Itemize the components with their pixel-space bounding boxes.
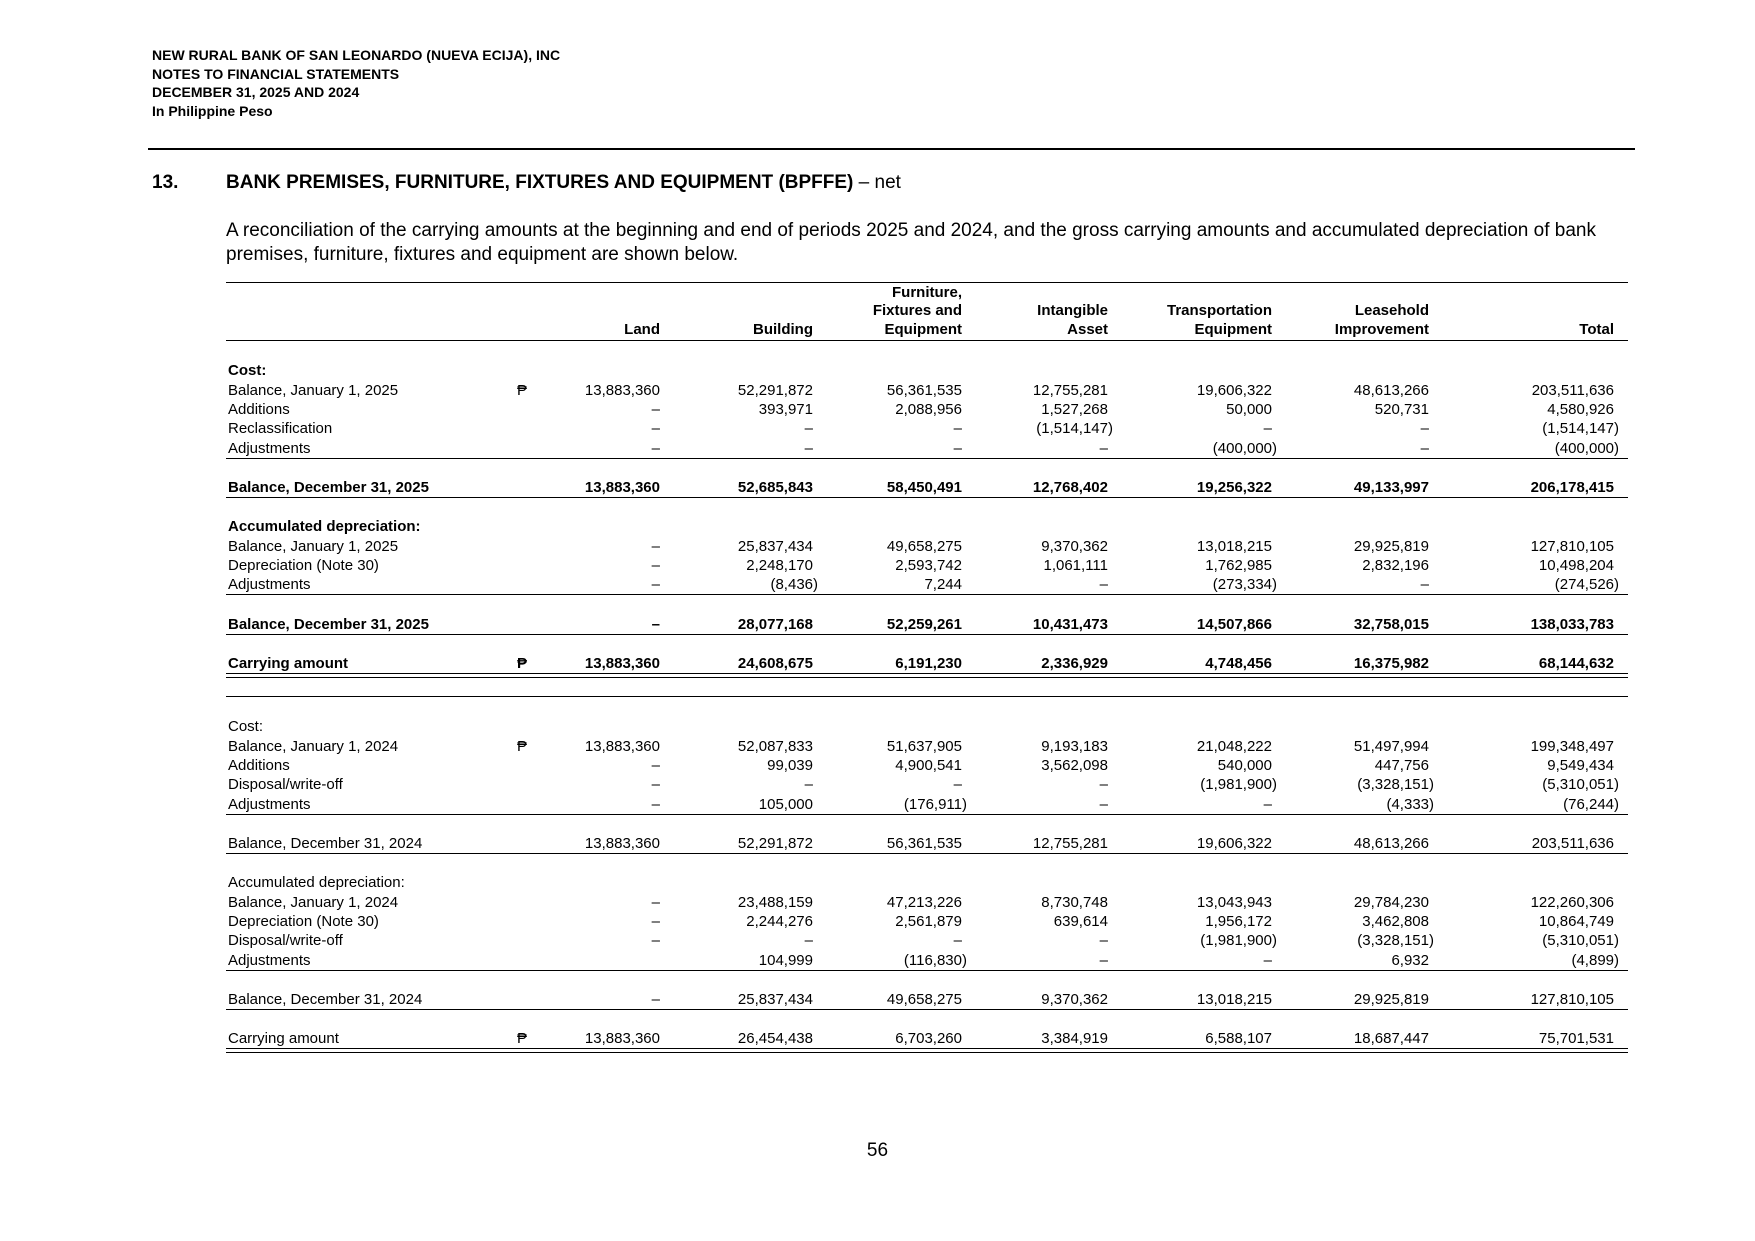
cell-value: – — [651, 576, 660, 593]
cell-value: – — [1099, 952, 1108, 969]
cell-value: 19,256,322 — [1196, 479, 1272, 496]
cell-value: (1,514,147) — [1036, 420, 1113, 437]
cell-value: 2,593,742 — [895, 557, 962, 574]
cell-value: 16,375,982 — [1353, 655, 1429, 672]
row-label: Balance, December 31, 2024 — [228, 835, 423, 852]
cell-value: 8,730,748 — [1041, 894, 1108, 911]
table-row — [226, 776, 1628, 795]
cell-value: 48,613,266 — [1353, 835, 1429, 852]
cell-value: 4,580,926 — [1547, 401, 1614, 418]
row-underline — [226, 814, 1628, 815]
cell-value: – — [1263, 796, 1272, 813]
currency-symbol: ₱ — [517, 738, 528, 755]
cell-value: 9,549,434 — [1547, 757, 1614, 774]
cell-value: – — [804, 440, 813, 457]
table-row — [226, 479, 1628, 498]
cell-value: 7,244 — [924, 576, 962, 593]
cell-value: 51,637,905 — [886, 738, 962, 755]
cell-value: 25,837,434 — [737, 991, 813, 1008]
column-header: Building — [753, 320, 813, 338]
cell-value: – — [1099, 776, 1108, 793]
section-title-main: BANK PREMISES, FURNITURE, FIXTURES AND EQUIPMENT (BPFFE) — [226, 172, 854, 193]
cell-value: 6,588,107 — [1205, 1030, 1272, 1047]
column-header: Intangible Asset — [1037, 302, 1108, 338]
cell-value: 49,658,275 — [886, 538, 962, 555]
row-underline — [226, 634, 1628, 635]
cell-value: – — [953, 420, 962, 437]
cell-value: (400,000) — [1212, 440, 1277, 457]
cell-value: 21,048,222 — [1196, 738, 1272, 755]
cell-value: 3,462,808 — [1362, 913, 1429, 930]
cell-value: – — [651, 557, 660, 574]
cell-value: – — [651, 932, 660, 949]
cell-value: 12,768,402 — [1032, 479, 1108, 496]
cell-value: 122,260,306 — [1530, 894, 1614, 911]
cell-value: (8,436) — [770, 576, 818, 593]
table-row — [226, 718, 1628, 737]
row-label: Balance, January 1, 2025 — [228, 382, 399, 399]
table-row — [226, 440, 1628, 459]
cell-value: 13,883,360 — [584, 835, 660, 852]
row-label: Adjustments — [228, 440, 311, 457]
table-row — [226, 362, 1628, 381]
cell-value: – — [804, 776, 813, 793]
cell-value: – — [1099, 932, 1108, 949]
cell-value: (76,244) — [1563, 796, 1619, 813]
table-row — [226, 616, 1628, 635]
table-row — [226, 518, 1628, 537]
cell-value: 199,348,497 — [1530, 738, 1614, 755]
currency-symbol: ₱ — [517, 655, 528, 672]
table-row — [226, 401, 1628, 420]
cell-value: (5,310,051) — [1542, 932, 1619, 949]
cell-value: – — [953, 440, 962, 457]
cell-value: 10,498,204 — [1538, 557, 1614, 574]
cell-value: 50,000 — [1226, 401, 1272, 418]
cell-value: (5,310,051) — [1542, 776, 1619, 793]
row-label: Adjustments — [228, 796, 311, 813]
row-double-underline — [226, 1048, 1628, 1053]
cell-value: 2,248,170 — [746, 557, 813, 574]
row-label: Depreciation (Note 30) — [228, 913, 379, 930]
cell-value: 24,608,675 — [737, 655, 813, 672]
table-row — [226, 557, 1628, 576]
cell-value: 52,291,872 — [737, 835, 813, 852]
cell-value: – — [651, 991, 660, 1008]
row-label: Balance, January 1, 2024 — [228, 738, 399, 755]
cell-value: (1,981,900) — [1200, 776, 1277, 793]
table-row — [226, 991, 1628, 1010]
table-row — [226, 874, 1628, 893]
section-title-suffix: – net — [853, 172, 901, 193]
header-bottom-rule — [226, 340, 1628, 341]
cell-value: 14,507,866 — [1196, 616, 1272, 633]
cell-value: 127,810,105 — [1530, 538, 1614, 555]
cell-value: – — [651, 616, 660, 633]
row-underline — [226, 594, 1628, 595]
cell-value: 13,883,360 — [584, 479, 660, 496]
cell-value: 29,784,230 — [1353, 894, 1429, 911]
cell-value: – — [651, 796, 660, 813]
table-row — [226, 757, 1628, 776]
cell-value: 4,900,541 — [895, 757, 962, 774]
cell-value: 32,758,015 — [1353, 616, 1429, 633]
row-label: Balance, December 31, 2024 — [228, 991, 423, 1008]
cell-value: 1,956,172 — [1205, 913, 1272, 930]
row-label: Balance, January 1, 2024 — [228, 894, 399, 911]
cell-value: 639,614 — [1053, 913, 1108, 930]
section-number: 13. — [152, 172, 179, 193]
cell-value: 9,370,362 — [1041, 538, 1108, 555]
cell-value: 29,925,819 — [1353, 991, 1429, 1008]
table-row — [226, 894, 1628, 913]
row-label: Reclassification — [228, 420, 333, 437]
cell-value: (3,328,151) — [1357, 932, 1434, 949]
cell-value: 13,883,360 — [584, 738, 660, 755]
row-underline — [226, 497, 1628, 498]
cell-value: – — [1420, 440, 1429, 457]
cell-value: – — [1099, 440, 1108, 457]
report-name: NOTES TO FINANCIAL STATEMENTS — [152, 65, 400, 82]
cell-value: 206,178,415 — [1530, 479, 1614, 496]
cell-value: 52,259,261 — [886, 616, 962, 633]
cell-value: 26,454,438 — [737, 1030, 813, 1047]
cell-value: 12,755,281 — [1032, 835, 1108, 852]
row-label: Accumulated depreciation: — [228, 518, 421, 535]
cell-value: – — [804, 932, 813, 949]
cell-value: (1,981,900) — [1200, 932, 1277, 949]
cell-value: – — [651, 776, 660, 793]
cell-value: 2,561,879 — [895, 913, 962, 930]
cell-value: – — [804, 420, 813, 437]
cell-value: (116,830) — [903, 952, 967, 969]
cell-value: 49,133,997 — [1353, 479, 1429, 496]
cell-value: 75,701,531 — [1538, 1030, 1614, 1047]
cell-value: – — [1420, 420, 1429, 437]
table-row — [226, 538, 1628, 557]
section-title — [226, 172, 901, 194]
cell-value: 51,497,994 — [1353, 738, 1429, 755]
cell-value: – — [953, 932, 962, 949]
cell-value: – — [1420, 576, 1429, 593]
row-label: Adjustments — [228, 952, 311, 969]
bpffe-reconciliation-table — [226, 282, 1628, 1052]
cell-value: 10,864,749 — [1538, 913, 1614, 930]
cell-value: – — [651, 420, 660, 437]
cell-value: 1,527,268 — [1041, 401, 1108, 418]
cell-value: 13,883,360 — [584, 382, 660, 399]
table-row — [226, 738, 1628, 757]
cell-value: 13,043,943 — [1196, 894, 1272, 911]
cell-value: (4,333) — [1386, 796, 1434, 813]
cell-value: – — [651, 757, 660, 774]
row-label: Disposal/write-off — [228, 932, 343, 949]
cell-value: (3,328,151) — [1357, 776, 1434, 793]
row-label: Adjustments — [228, 576, 311, 593]
cell-value: 104,999 — [758, 952, 813, 969]
cell-value: – — [651, 894, 660, 911]
cell-value: (176,911) — [903, 796, 967, 813]
cell-value: 19,606,322 — [1196, 835, 1272, 852]
cell-value: – — [1263, 420, 1272, 437]
cell-value: 393,971 — [758, 401, 813, 418]
cell-value: 9,193,183 — [1041, 738, 1108, 755]
column-header: Leasehold Improvement — [1334, 302, 1429, 338]
cell-value: (400,000) — [1554, 440, 1619, 457]
row-label: Additions — [228, 401, 290, 418]
cell-value: (273,334) — [1212, 576, 1277, 593]
cell-value: 99,039 — [767, 757, 813, 774]
currency-symbol: ₱ — [517, 382, 528, 399]
table-row — [226, 1030, 1628, 1049]
cell-value: 58,450,491 — [886, 479, 962, 496]
table-row — [226, 420, 1628, 439]
row-label: Disposal/write-off — [228, 776, 343, 793]
cell-value: 29,925,819 — [1353, 538, 1429, 555]
cell-value: 6,191,230 — [895, 655, 962, 672]
cell-value: 28,077,168 — [737, 616, 813, 633]
row-label: Carrying amount — [228, 655, 349, 672]
cell-value: 540,000 — [1217, 757, 1272, 774]
row-underline — [226, 458, 1628, 459]
table-row — [226, 576, 1628, 595]
row-label: Balance, December 31, 2025 — [228, 616, 429, 633]
cell-value: 18,687,447 — [1353, 1030, 1429, 1047]
cell-value: 19,606,322 — [1196, 382, 1272, 399]
row-label: Balance, January 1, 2025 — [228, 538, 399, 555]
cell-value: 6,932 — [1391, 952, 1429, 969]
cell-value: 56,361,535 — [886, 835, 962, 852]
cell-value: 447,756 — [1374, 757, 1429, 774]
cell-value: 138,033,783 — [1530, 616, 1614, 633]
cell-value: 1,762,985 — [1205, 557, 1272, 574]
cell-value: 52,685,843 — [737, 479, 813, 496]
cell-value: 10,431,473 — [1032, 616, 1108, 633]
cell-value: 6,703,260 — [895, 1030, 962, 1047]
column-header: Furniture, Fixtures and Equipment — [872, 283, 962, 338]
row-label: Additions — [228, 757, 290, 774]
cell-value: – — [953, 776, 962, 793]
cell-value: – — [651, 401, 660, 418]
cell-value: 3,562,098 — [1041, 757, 1108, 774]
column-header: Total — [1579, 320, 1614, 338]
cell-value: 203,511,636 — [1531, 835, 1614, 852]
cell-value: 68,144,632 — [1538, 655, 1614, 672]
table-row — [226, 913, 1628, 932]
cell-value: 2,336,929 — [1041, 655, 1108, 672]
cell-value: – — [651, 913, 660, 930]
cell-value: 48,613,266 — [1353, 382, 1429, 399]
cell-value: 2,088,956 — [895, 401, 962, 418]
row-underline — [226, 1009, 1628, 1010]
cell-value: – — [1263, 952, 1272, 969]
row-underline — [226, 853, 1628, 854]
cell-value: 3,384,919 — [1041, 1030, 1108, 1047]
cell-value: 203,511,636 — [1531, 382, 1614, 399]
report-period: DECEMBER 31, 2025 AND 2024 — [152, 84, 360, 100]
cell-value: – — [651, 440, 660, 457]
cell-value: 520,731 — [1374, 401, 1429, 418]
row-label: Cost: — [228, 362, 267, 379]
cell-value: 13,018,215 — [1196, 991, 1272, 1008]
header-divider — [148, 148, 1635, 150]
cell-value: 9,370,362 — [1041, 991, 1108, 1008]
cell-value: – — [1099, 796, 1108, 813]
row-label: Cost: — [228, 718, 264, 735]
column-header: Transportation Equipment — [1166, 302, 1272, 338]
row-label: Accumulated depreciation: — [228, 874, 405, 891]
cell-value: 13,018,215 — [1196, 538, 1272, 555]
row-label: Carrying amount — [228, 1030, 339, 1047]
section-divider-rule — [226, 696, 1628, 697]
report-currency: In Philippine Peso — [152, 102, 273, 119]
cell-value: (274,526) — [1554, 576, 1619, 593]
cell-value: 23,488,159 — [737, 894, 813, 911]
cell-value: – — [1099, 576, 1108, 593]
cell-value: 12,755,281 — [1032, 382, 1108, 399]
table-row — [226, 655, 1628, 674]
cell-value: – — [651, 538, 660, 555]
cell-value: 127,810,105 — [1530, 991, 1614, 1008]
table-row — [226, 952, 1628, 971]
cell-value: 13,883,360 — [584, 655, 660, 672]
cell-value: (1,514,147) — [1542, 420, 1619, 437]
table-row — [226, 382, 1628, 401]
company-name: NEW RURAL BANK OF SAN LEONARDO (NUEVA ECIJA), INC — [152, 47, 561, 63]
cell-value: 52,291,872 — [737, 382, 813, 399]
currency-symbol: ₱ — [517, 1030, 528, 1047]
table-row — [226, 796, 1628, 815]
cell-value: 1,061,111 — [1043, 557, 1108, 574]
table-row — [226, 835, 1628, 854]
cell-value: (4,899) — [1571, 952, 1619, 969]
cell-value: 13,883,360 — [584, 1030, 660, 1047]
column-header: Land — [624, 320, 660, 338]
page-number: 56 — [866, 1140, 889, 1161]
section-intro: A reconciliation of the carrying amounts at the beginning and end of periods 2025 and 2024, and the gross carrying amounts and accumulated depreciation of bank premises, furniture, fixtures and equipment are shown below. — [226, 220, 1596, 265]
row-double-underline — [226, 673, 1628, 678]
cell-value: 49,658,275 — [886, 991, 962, 1008]
cell-value: 52,087,833 — [737, 738, 813, 755]
table-row — [226, 932, 1628, 951]
cell-value: 47,213,226 — [886, 894, 962, 911]
row-label: Depreciation (Note 30) — [228, 557, 379, 574]
row-underline — [226, 970, 1628, 971]
cell-value: 25,837,434 — [737, 538, 813, 555]
cell-value: 105,000 — [758, 796, 813, 813]
row-label: Balance, December 31, 2025 — [228, 479, 429, 496]
cell-value: 2,244,276 — [746, 913, 813, 930]
cell-value: 4,748,456 — [1205, 655, 1272, 672]
report-header — [152, 46, 560, 120]
cell-value: 56,361,535 — [886, 382, 962, 399]
cell-value: 2,832,196 — [1362, 557, 1429, 574]
